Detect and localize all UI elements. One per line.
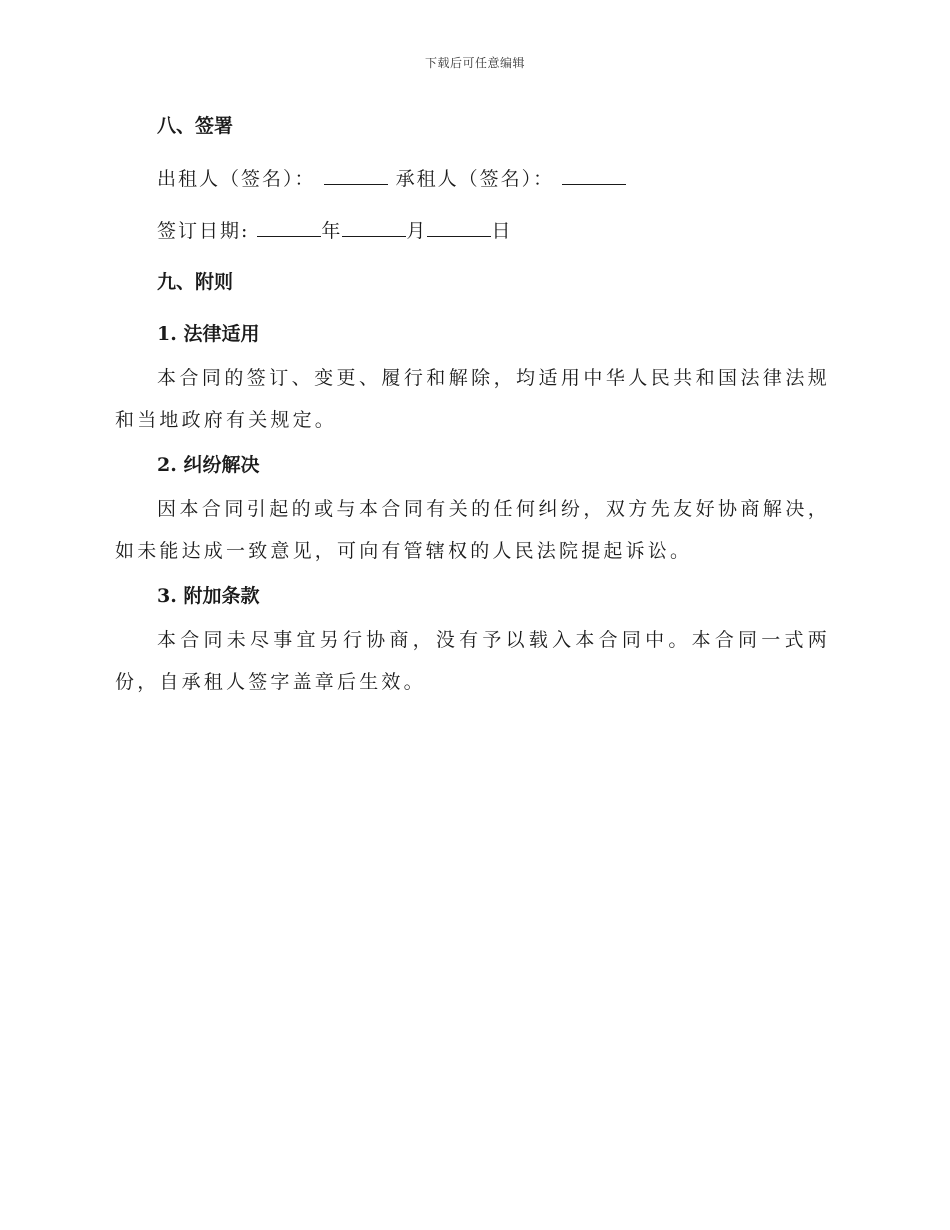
subheading-dispute: 2. 纠纷解决 [157,454,260,476]
subheading-law: 1. 法律适用 [157,323,260,345]
month-label: 月 [406,220,428,242]
subheading-additional: 3. 附加条款 [157,585,260,607]
header-note: 下载后可任意编辑 [424,56,525,70]
month-blank [342,216,406,237]
section-heading-appendix: 九、附则 [157,271,234,293]
year-label: 年 [321,220,343,242]
document-body [115,112,830,703]
lessee-signature-label: 承租人（签名）： [395,168,555,190]
lessor-signature-label: 出租人（签名）： [157,168,316,190]
signing-date-line [115,216,830,244]
lessee-signature-blank [562,164,626,185]
section-heading-signing: 八、签署 [157,115,234,137]
signing-date-label: 签订日期: [157,220,250,242]
paragraph-additional: 本合同未尽事宜另行协商，没有予以载入本合同中。本合同一式两份，自承租人签字盖章后生效。 [115,629,830,693]
paragraph-law: 本合同的签订、变更、履行和解除，均适用中华人民共和国法律法规和当地政府有关规定。 [115,367,830,431]
lessor-signature-blank [324,164,388,185]
signature-line [115,164,830,192]
day-label: 日 [491,220,513,242]
day-blank [427,216,491,237]
year-blank [257,216,321,237]
paragraph-dispute: 因本合同引起的或与本合同有关的任何纠纷，双方先友好协商解决，如未能达成一致意见，可向有管辖权的人民法院提起诉讼。 [115,498,830,562]
